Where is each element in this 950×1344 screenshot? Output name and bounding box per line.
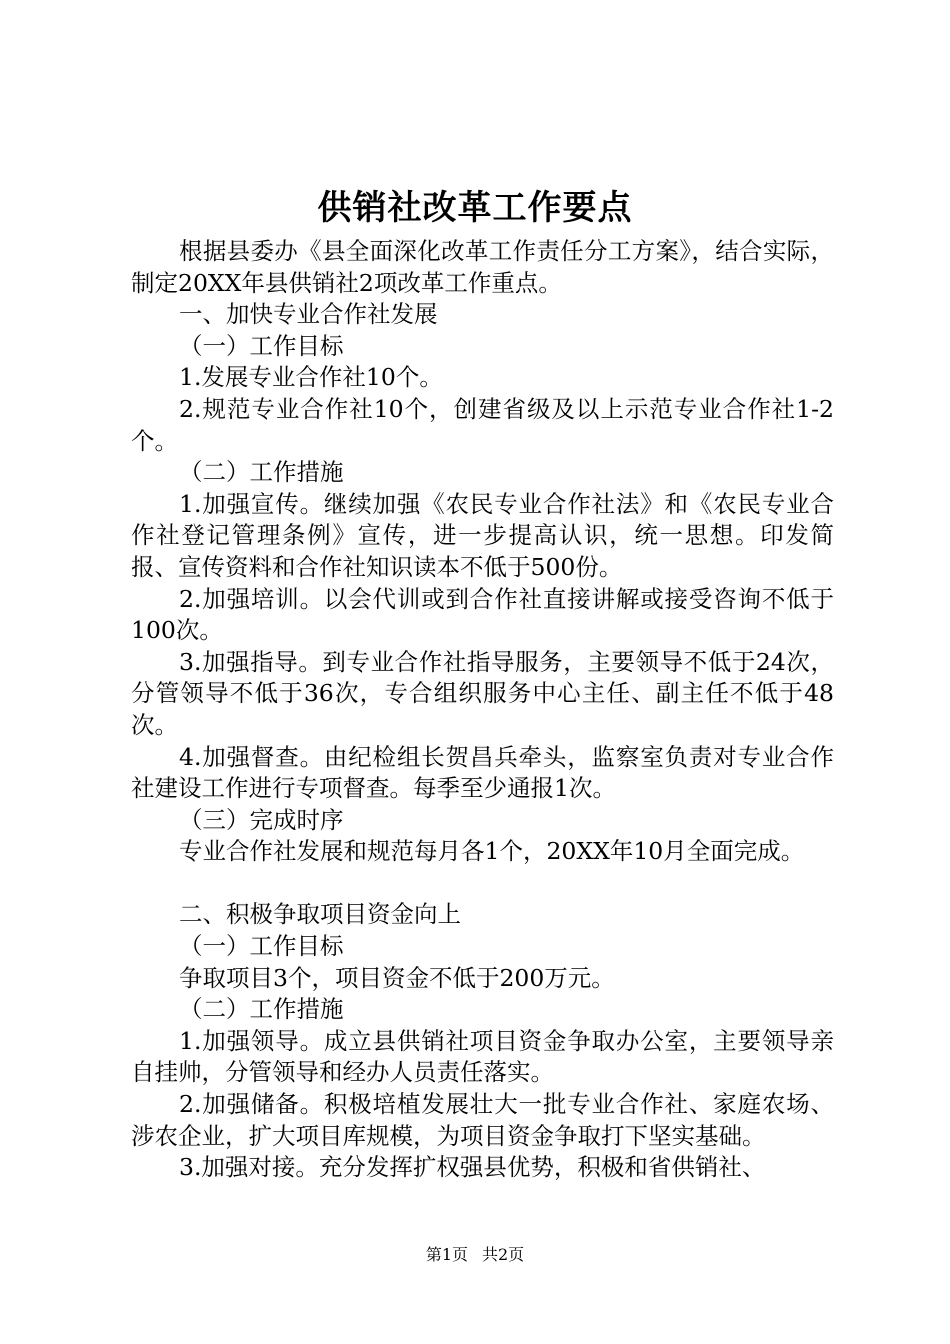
list-item: 1.发展专业合作社10个。 [179,363,443,392]
blank-line [131,868,834,900]
subsection-heading: （三）完成时序 [179,805,344,834]
subsection-heading: （一）工作目标 [179,331,344,360]
list-item: 4.加强督查。由纪检组长贺昌兵牵头，监察室负责对专业合作社建设工作进行专项督查。每季至少通报1次。 [131,742,834,803]
paragraph-intro: 根据县委办《县全面深化改革工作责任分工方案》，结合实际，制定20XX年县供销社2项改革工作重点。 [131,237,834,297]
list-item: 3.加强指导。到专业合作社指导服务，主要领导不低于24次，分管领导不低于36次，专合组织服务中心主任、副主任不低于48次。 [131,647,834,739]
paragraph: 争取项目3个，项目资金不低于200万元。 [179,963,615,992]
page-number: 第1页 [425,1245,468,1264]
page-total: 共2页 [482,1245,525,1264]
document-body [131,236,834,1184]
section-heading-2: 二、积极争取项目资金向上 [179,900,461,929]
subsection-heading: （二）工作措施 [179,995,344,1024]
document-title: 供销社改革工作要点 [317,188,633,228]
list-item: 1.加强宣传。继续加强《农民专业合作社法》和《农民专业合作社登记管理条例》宣传，进一步提高认识，统一思想。印发简报、宣传资料和合作社知识读本不低于500份。 [131,489,834,581]
subsection-heading: （二）工作措施 [179,458,344,487]
list-item: 3.加强对接。充分发挥扩权强县优势，积极和省供销社、 [179,1153,766,1182]
section-heading-1: 一、加快专业合作社发展 [179,300,438,329]
list-item: 1.加强领导。成立县供销社项目资金争取办公室，主要领导亲自挂帅，分管领导和经办人员责任落实。 [131,1026,834,1087]
paragraph: 专业合作社发展和规范每月各1个，20XX年10月全面完成。 [179,837,805,866]
list-item: 2.规范专业合作社10个，创建省级及以上示范专业合作社1-2个。 [131,394,834,455]
list-item: 2.加强储备。积极培植发展壮大一批专业合作社、家庭农场、涉农企业，扩大项目库规模，为项目资金争取打下坚实基础。 [131,1090,834,1150]
page-footer [0,1244,950,1266]
subsection-heading: （一）工作目标 [179,932,344,961]
list-item: 2.加强培训。以会代训或到合作社直接讲解或接受咨询不低于100次。 [131,584,834,645]
